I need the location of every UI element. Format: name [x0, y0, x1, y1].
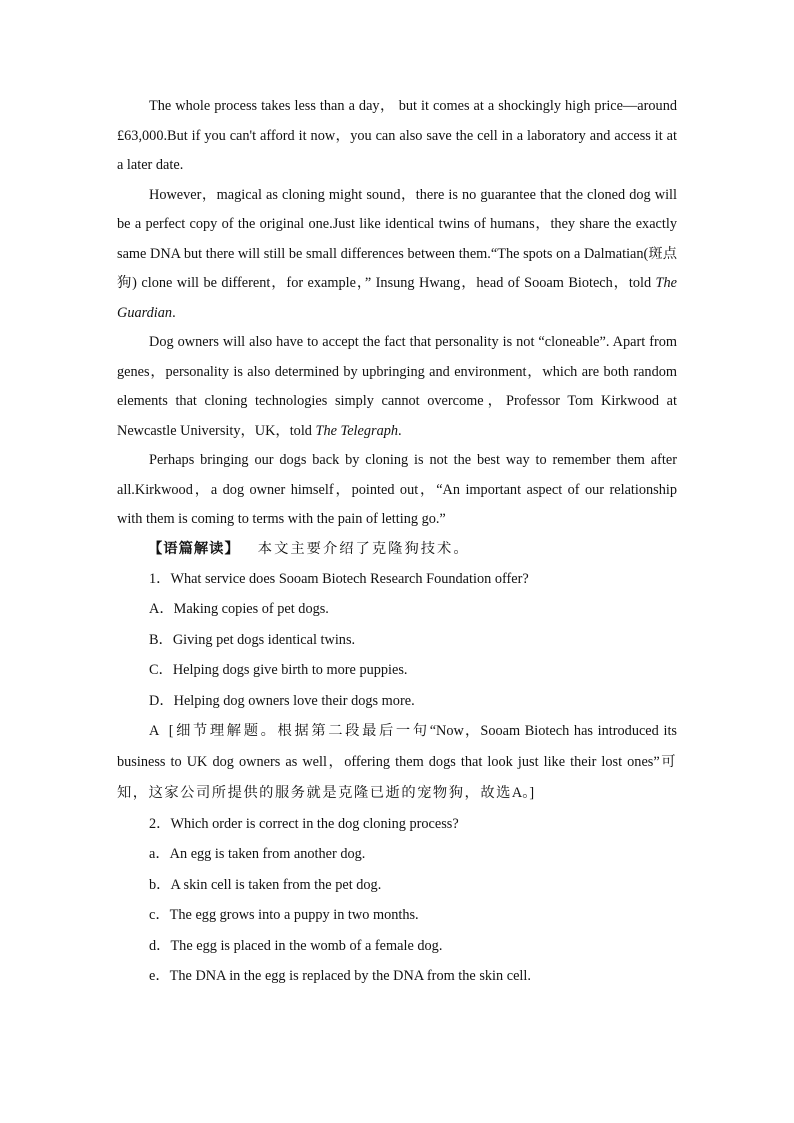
answer-conclusion: 可知，这家公司所提供的服务就是克隆已逝的宠物狗，故选: [117, 754, 678, 802]
question-1: 1．What service does Sooam Biotech Research Foundation offer?: [149, 571, 529, 587]
paragraph-3-end: .: [398, 422, 402, 439]
source-the-guardian: The Guardian: [117, 275, 677, 321]
q1-option-b: B．Giving pet dogs identical twins.: [149, 631, 356, 648]
question-2: 2．Which order is correct in the dog cloning process?: [149, 816, 459, 833]
q2-step-d: d．The egg is placed in the womb of a female dog.: [149, 937, 443, 954]
answer-letter: A: [149, 723, 160, 740]
passage-paragraph-4: Perhaps bringing our dogs back by cloning is not the best way to remember them after all.Kirkwood，a dog owner himself，pointed out，“An important aspect of our relationship with them is coming to terms with the pain of letting go.”: [117, 452, 677, 527]
q1-answer-explanation: [117, 716, 677, 809]
answer-quote: “Now，Sooam Biotech has introduced its business to UK dog owners as well，offering them dogs that look just like their lost ones”: [117, 723, 677, 771]
q1-option-d: D．Helping dog owners love their dogs more.: [149, 692, 415, 709]
q2-step-c: c．The egg grows into a puppy in two months.: [149, 907, 419, 924]
document-page: [117, 92, 677, 991]
q1-option-a: A．Making copies of pet dogs.: [149, 601, 329, 618]
q2-step-e: e．The DNA in the egg is replaced by the DNA from the skin cell.: [149, 968, 531, 985]
q2-step-b: b．A skin cell is taken from the pet dog.: [149, 876, 382, 893]
paragraph-3-text: Dog owners will also have to accept the fact that personality is not “cloneable”. Apart from genes，personality is also determined by upbringing and environment，which are both random elements that cloning technologies simply cannot overcome，Professor Tom Kirkwood at Newcastle University，UK，told: [117, 334, 677, 439]
paragraph-2-text: However，magical as cloning might sound，there is no guarantee that the cloned dog will be a perfect copy of the original one.Just like identical twins of humans，they share the exactly same DNA but there will still be small differences between them.“The spots on a Dalmatian(斑点狗) clone will be different，for example，” Insung Hwang，head of Sooam Biotech，told: [117, 186, 677, 291]
answer-end: A。]: [511, 785, 535, 802]
analysis-text: 本文主要介绍了克隆狗技术。: [257, 540, 470, 557]
q2-step-a: a．An egg is taken from another dog.: [149, 846, 366, 863]
passage-paragraph-1: The whole process takes less than a day， but it comes at a shockingly high price—around £63,000.But if you can't afford it now，you can also save the cell in a laboratory and access it at a later date.: [117, 98, 677, 173]
passage-analysis: [117, 535, 677, 565]
passage-paragraph-2: [117, 181, 677, 329]
analysis-tag: 【语篇解读】: [148, 540, 240, 557]
source-the-telegraph: The Telegraph: [315, 422, 399, 439]
q1-option-c: C．Helping dogs give birth to more puppies.: [149, 662, 408, 679]
answer-intro: [细节理解题。根据第二段最后一句: [168, 723, 430, 740]
passage-paragraph-3: [117, 328, 677, 446]
paragraph-2-end: .: [172, 304, 176, 321]
